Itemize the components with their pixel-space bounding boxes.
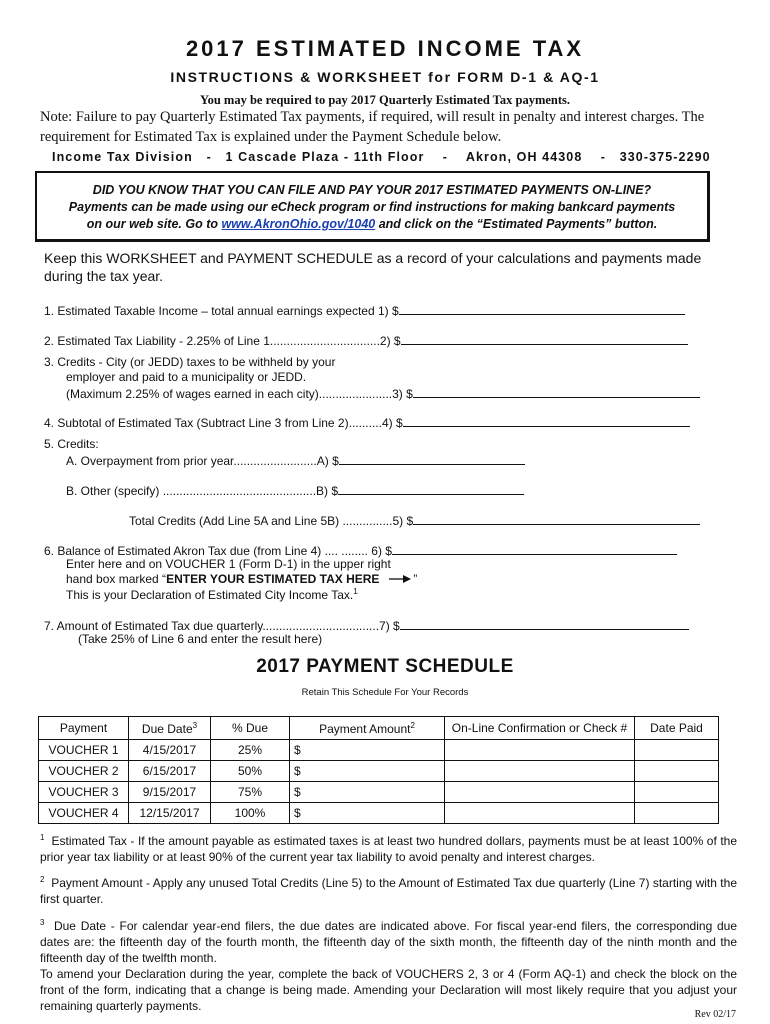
footnote-3: $^3$ Due Date - For calendar year-end filers, the due dates are indicated above. For fiscal year-end filers, the corresponding due dates are: the fifteenth day of the fourth month, the fifteenth day of the sixth month, the fifteenth day of the ninth month and the fifteenth day of the twelfth month. — [40, 918, 737, 965]
col-payment: Payment — [39, 717, 129, 740]
col-amount: Payment Amount$^2$ — [290, 717, 445, 740]
confirmation-field[interactable] — [445, 803, 635, 824]
page-title: 2017 ESTIMATED INCOME TAX — [185, 36, 585, 61]
penalty-note: Note: Failure to pay Quarterly Estimated Tax payments, if required, will result in penalty and interest charges. The requirement for Estimated Tax is explained under the Payment Schedule below. — [40, 109, 705, 145]
line-7: 7. Amount of Estimated Tax due quarterly...................................7) $ — [44, 617, 689, 633]
schedule-title: 2017 PAYMENT SCHEDULE — [256, 656, 514, 677]
table-row: VOUCHER 4 12/15/2017 100% $ — [39, 803, 719, 824]
amount-field[interactable]: $ — [290, 740, 445, 761]
line-2-field[interactable] — [401, 332, 688, 345]
footnote-1: $^1$ Estimated Tax - If the amount payable as estimated taxes is at least two hundred dollars, payments must be at least 100% of the prior year tax liability or at least 90% of the current year tax liability to avoid penalty and interest charges. — [40, 833, 738, 864]
city: Akron, OH 44308 — [465, 150, 583, 164]
arrow-icon — [389, 572, 411, 586]
payment-schedule-table — [38, 716, 719, 824]
online-line-3: on our web site. Go to www.AkronOhio.gov/1040 and click on the “Estimated Payments” button. — [86, 217, 658, 231]
amount-field[interactable]: $ — [290, 761, 445, 782]
line-6-field[interactable] — [392, 542, 677, 555]
line-5a-field[interactable] — [339, 452, 525, 465]
address: 1 Cascade Plaza - 11th Floor — [225, 150, 425, 164]
amend-instructions: To amend your Declaration during the year, complete the back of VOUCHERS 2, 3 or 4 (Form AQ-1) and check the block on the front of the form, indicating that a change is being made. Amending your Declaration will most likely require that you adjust your remaining quarterly payments. — [40, 967, 737, 1013]
required-notice: You may be required to pay 2017 Quarterly Estimated Tax payments. — [199, 93, 571, 107]
footnote-2: $^2$ Payment Amount - Apply any unused Total Credits (Line 5) to the Amount of Estimated Tax due quarterly (Line 7) starting with the first quarter. — [40, 875, 737, 906]
line-5-label: 5. Credits: — [44, 437, 99, 451]
col-pct-due: % Due — [211, 717, 290, 740]
line-2: 2. Estimated Tax Liability - 2.25% of Line 1.................................2) $ — [44, 332, 688, 348]
line-6b: Enter here and on VOUCHER 1 (Form D-1) in the upper right — [66, 557, 391, 571]
worksheet-intro: Keep this WORKSHEET and PAYMENT SCHEDULE as a record of your calculations and payments made during the tax year. — [44, 250, 702, 284]
retain-note: Retain This Schedule For Your Records — [301, 687, 469, 698]
date-paid-field[interactable] — [635, 761, 719, 782]
phone: 330-375-2290 — [619, 150, 711, 164]
line-5a: A. Overpayment from prior year.........................A) $ — [66, 452, 525, 468]
line-5b: B. Other (specify) ..............................................B) $ — [66, 482, 524, 498]
confirmation-field[interactable] — [445, 782, 635, 803]
division-name: Income Tax Division — [52, 150, 193, 164]
confirmation-field[interactable] — [445, 761, 635, 782]
line-1: 1. Estimated Taxable Income – total annual earnings expected 1) $ — [44, 302, 685, 318]
line-5b-field[interactable] — [338, 482, 524, 495]
online-line-2: Payments can be made using our eCheck program or find instructions for making bankcard payments — [68, 200, 676, 214]
line-3: (Maximum 2.25% of wages earned in each city)......................3) $ — [66, 385, 700, 401]
line-5: Total Credits (Add Line 5A and Line 5B) ...............5) $ — [129, 512, 700, 528]
line-6d: This is your Declaration of Estimated City Income Tax.$^1$ — [66, 587, 358, 602]
revision-date: Rev 02/17 — [694, 1009, 736, 1020]
line-4-field[interactable] — [403, 414, 690, 427]
amount-field[interactable]: $ — [290, 782, 445, 803]
online-payment-box — [35, 171, 710, 242]
line-3b: employer and paid to a municipality or JEDD. — [66, 370, 307, 384]
line-6c: hand box marked “ENTER YOUR ESTIMATED TAX HERE ” — [66, 572, 418, 586]
date-paid-field[interactable] — [635, 803, 719, 824]
line-5-field[interactable] — [413, 512, 700, 525]
online-line-1: DID YOU KNOW THAT YOU CAN FILE AND PAY YOUR 2017 ESTIMATED PAYMENTS ON-LINE? — [92, 183, 652, 197]
contact-line: Income Tax Division - 1 Cascade Plaza - 11th Floor - Akron, OH 44308 - 330-375-2290 — [52, 150, 711, 164]
line-4: 4. Subtotal of Estimated Tax (Subtract Line 3 from Line 2)..........4) $ — [44, 414, 690, 430]
line-3-field[interactable] — [413, 385, 700, 398]
line-3a: 3. Credits - City (or JEDD) taxes to be withheld by your — [44, 355, 336, 369]
col-due-date: Due Date$^3$ — [129, 717, 211, 740]
amount-field[interactable]: $ — [290, 803, 445, 824]
line-7-field[interactable] — [400, 617, 689, 630]
col-date-paid: Date Paid — [635, 717, 719, 740]
table-row: VOUCHER 1 4/15/2017 25% $ — [39, 740, 719, 761]
date-paid-field[interactable] — [635, 782, 719, 803]
confirmation-field[interactable] — [445, 740, 635, 761]
table-row: VOUCHER 3 9/15/2017 75% $ — [39, 782, 719, 803]
line-6: 6. Balance of Estimated Akron Tax due (from Line 4) .... ........ 6) $ — [44, 542, 677, 558]
line-1-field[interactable] — [399, 302, 685, 315]
date-paid-field[interactable] — [635, 740, 719, 761]
line-7b: (Take 25% of Line 6 and enter the result here) — [78, 632, 323, 646]
table-header-row — [39, 717, 719, 740]
col-confirmation: On-Line Confirmation or Check # — [445, 717, 635, 740]
website-link[interactable]: www.AkronOhio.gov/1040 — [221, 217, 376, 231]
page-subtitle: INSTRUCTIONS & WORKSHEET for FORM D-1 & AQ-1 — [170, 69, 600, 85]
table-row: VOUCHER 2 6/15/2017 50% $ — [39, 761, 719, 782]
